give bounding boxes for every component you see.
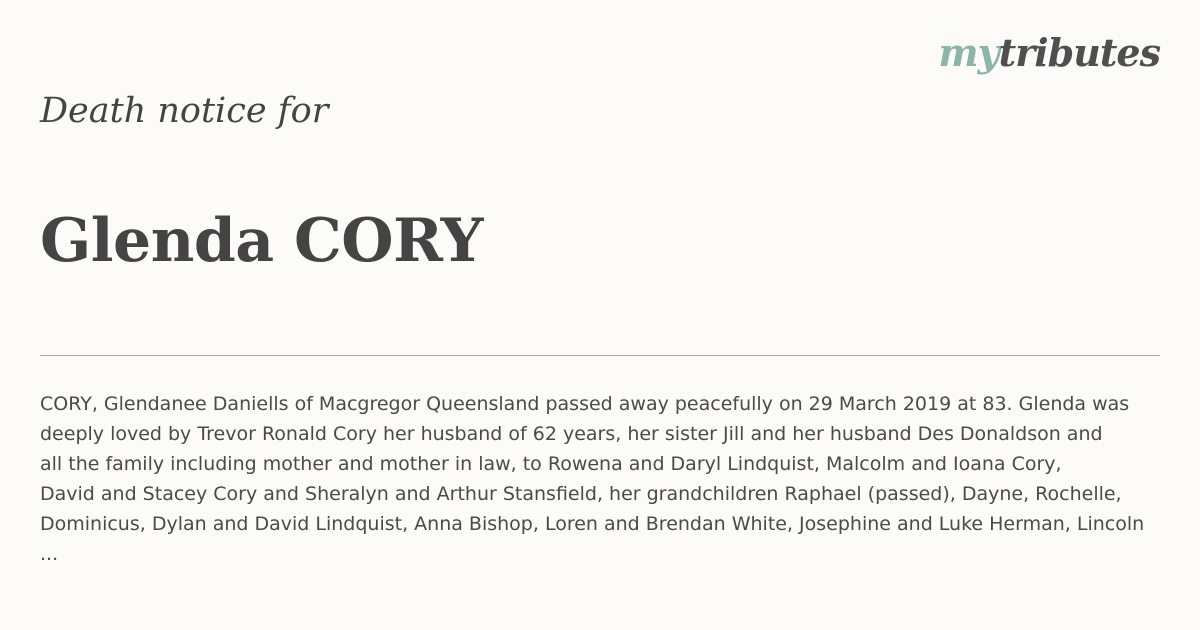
notice-line: David and Stacey Cory and Sheralyn and Arthur Stansfield, her grandchildren Raphael (passed), Dayne, Rochelle, (40, 483, 1122, 505)
notice-line: Dominicus, Dylan and David Lindquist, Anna Bishop, Loren and Brendan White, Josephine and Luke Herman, Lincoln (40, 513, 1145, 535)
deceased-name: Glenda CORY (40, 206, 483, 276)
notice-line: all the family including mother and mother in law, to Rowena and Daryl Lindquist, Malcolm and Ioana Cory, (40, 453, 1062, 475)
notice-text (40, 389, 1190, 569)
death-notice-kicker: Death notice for (40, 91, 329, 131)
logo-tributes-text: tributes (998, 30, 1160, 75)
divider (40, 355, 1160, 356)
mytributes-logo[interactable] (938, 30, 1160, 75)
notice-line: deeply loved by Trevor Ronald Cory her husband of 62 years, her sister Jill and her husband Des Donaldson and (40, 423, 1103, 445)
notice-line: CORY, Glendanee Daniells of Macgregor Queensland passed away peacefully on 29 March 2019 at 83. Glenda was (40, 393, 1130, 415)
logo-my-text: my (938, 30, 999, 75)
notice-ellipsis: ... (40, 543, 59, 565)
